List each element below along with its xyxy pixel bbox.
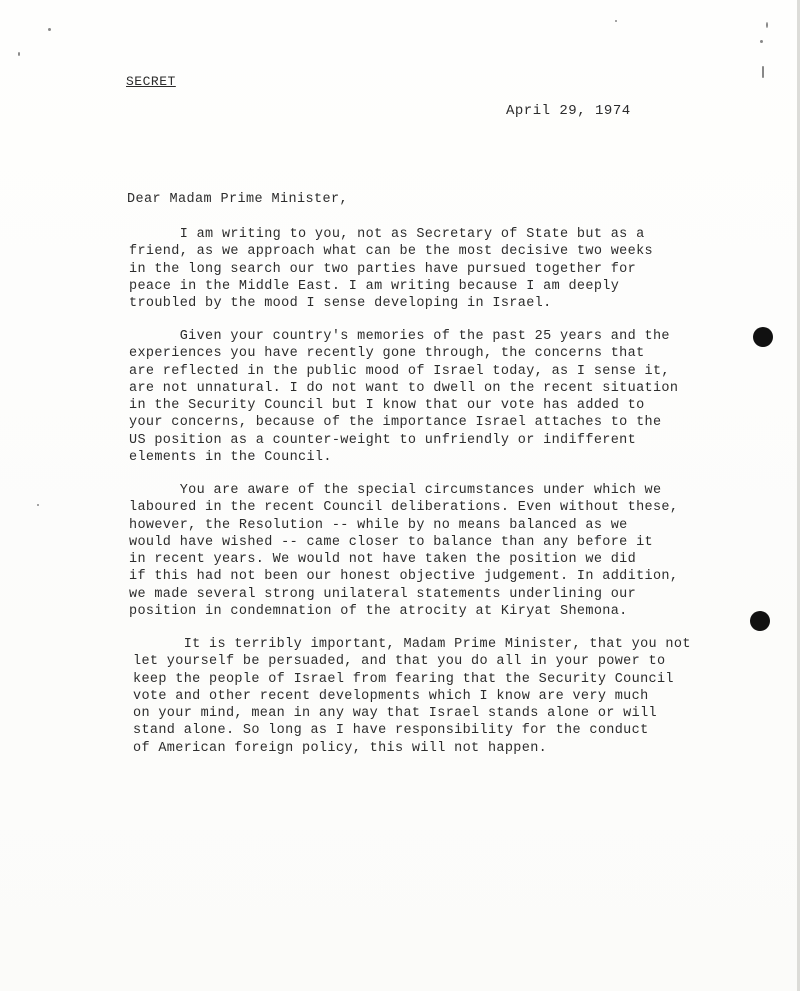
- body-paragraph-2: Given your country's memories of the past 25 years and the experiences you have recently gone through, the concerns that are reflected in the public mood of Israel today, as I sense it, are not unnatural. I do not want to dwell on the recent situation in the Security Council but I know that our vote has added to your concerns, because of the importance Israel attaches to the US position as a counter-weight to unfriendly or indifferent elements in the Council.: [129, 329, 679, 466]
- classification-marking: SECRET: [126, 74, 176, 89]
- scan-speck: [48, 28, 51, 31]
- scan-speck: [766, 22, 768, 28]
- punch-hole: [753, 327, 773, 347]
- scan-speck: [762, 66, 764, 78]
- scan-speck: [18, 52, 20, 56]
- scan-speck: [37, 504, 39, 506]
- salutation: Dear Madam Prime Minister,: [127, 192, 349, 207]
- body-paragraph-3: You are aware of the special circumstances under which we laboured in the recent Council deliberations. Even without these, however, the Resolution -- while by no means balanced as we would have wished -- came closer to balance than any before it in recent years. We would not have taken the position we did if this had not been our honest objective judgement. In addition, we made several strong unilateral statements underlining our position in condemnation of the atrocity at Kiryat Shemona.: [129, 483, 679, 620]
- scan-speck: [615, 20, 617, 22]
- body-paragraph-4: It is terribly important, Madam Prime Minister, that you not let yourself be persuaded, and that you do all in your power to keep the people of Israel from fearing that the Security Council vote and other recent developments which I know are very much on your mind, mean in any way that Israel stands alone or will stand alone. So long as I have responsibility for the conduct of American foreign policy, this will not happen.: [133, 637, 691, 756]
- scan-speck: [760, 40, 763, 43]
- letter-date: April 29, 1974: [506, 103, 631, 119]
- punch-hole: [750, 611, 770, 631]
- body-paragraph-1: I am writing to you, not as Secretary of State but as a friend, as we approach what can be the most decisive two weeks in the long search our two parties have pursued together for peace in the Middle East. I am writing because I am deeply troubled by the mood I sense developing in Israel.: [129, 227, 653, 312]
